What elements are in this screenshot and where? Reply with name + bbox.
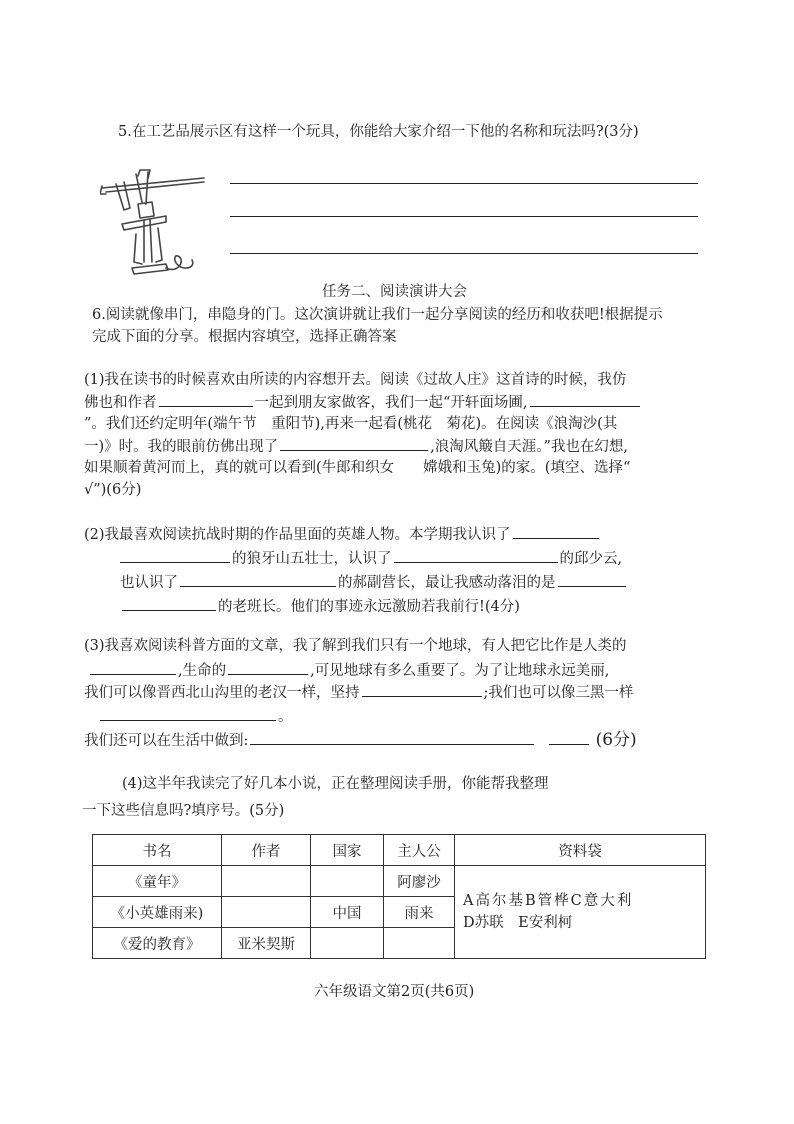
p1-line2-b: 一起到朋友家做客，我们一起“开轩面场圃, bbox=[254, 395, 528, 411]
p2-line1-a: (2)我最喜欢阅读抗战时期的作品里面的英雄人物。本学期我认识了 bbox=[84, 527, 511, 543]
blank[interactable] bbox=[100, 706, 276, 721]
page-footer: 六年级语文第2页(共6页) bbox=[314, 984, 475, 1000]
table-cell: 亚米契斯 bbox=[222, 928, 311, 959]
table-header-cell: 资料袋 bbox=[455, 835, 706, 866]
p4-line2: 一下这些信息吗?填序号。(5分) bbox=[82, 803, 285, 819]
table-cell: 《童年》 bbox=[93, 866, 222, 897]
p2-line4 bbox=[120, 596, 520, 617]
table-cell: 中国 bbox=[311, 897, 384, 928]
p3-line2-b: ,可见地球有多么重要了。为了让地球永远美丽, bbox=[310, 663, 610, 679]
p1-line2 bbox=[84, 392, 642, 413]
table-cell[interactable] bbox=[222, 866, 311, 897]
table-header-cell: 书名 bbox=[93, 835, 222, 866]
table-header-cell: 作者 bbox=[222, 835, 311, 866]
table-row bbox=[93, 866, 706, 897]
p3-line3 bbox=[84, 682, 633, 703]
task2-title: 任务二、阅读演讲大会 bbox=[322, 284, 467, 300]
table-cell: 雨来 bbox=[384, 897, 455, 928]
table-cell: 《爱的教育》 bbox=[93, 928, 222, 959]
blank[interactable] bbox=[530, 392, 640, 407]
material-bag-cell bbox=[455, 866, 706, 959]
material-line-1: A高尔基B管桦C意大利 bbox=[463, 893, 634, 909]
blank[interactable] bbox=[558, 572, 626, 587]
blank[interactable] bbox=[280, 436, 428, 451]
p1-line2-a: 佛也和作者 bbox=[84, 395, 157, 411]
p3-line5-a: 我们还可以在生活中做到: bbox=[84, 733, 249, 749]
blank[interactable] bbox=[90, 660, 176, 675]
table-header-row bbox=[93, 835, 706, 866]
blank[interactable] bbox=[549, 730, 589, 745]
q6-line1: 6.阅读就像串门，串隐身的门。这次演讲就让我们一起分享阅读的经历和收获吧!根据提示 bbox=[92, 307, 663, 323]
blank[interactable] bbox=[394, 548, 558, 563]
blank[interactable] bbox=[159, 392, 253, 407]
table-cell: 阿廖沙 bbox=[384, 866, 455, 897]
table-cell[interactable] bbox=[311, 928, 384, 959]
blank[interactable] bbox=[180, 572, 336, 587]
p2-line3-a: 也认识了 bbox=[120, 575, 178, 591]
p2-line2 bbox=[118, 548, 622, 569]
blank[interactable] bbox=[513, 524, 599, 539]
p3-line2 bbox=[88, 660, 609, 681]
p2-line1 bbox=[84, 524, 601, 545]
table-cell[interactable] bbox=[311, 866, 384, 897]
p1-line4-a: 一)》时。我的眼前仿佛出现了 bbox=[84, 439, 279, 455]
p3-line1: (3)我喜欢阅读科普方面的文章，我了解到我们只有一个地球，有人把它比作是人类的 bbox=[84, 638, 627, 654]
blank[interactable] bbox=[120, 548, 230, 563]
answer-line-3 bbox=[230, 253, 698, 254]
blank[interactable] bbox=[228, 660, 308, 675]
table-header-cell: 主人公 bbox=[384, 835, 455, 866]
table-cell[interactable] bbox=[384, 928, 455, 959]
p2-line3 bbox=[120, 572, 628, 593]
answer-line-1 bbox=[230, 183, 698, 184]
p1-line3: ”。我们还约定明年(端午节 重阳节),再来一起看(桃花 菊花)。在阅读《浪淘沙(其 bbox=[84, 416, 618, 432]
p1-line5: 如果顺着黄河而上，真的就可以看到(牛郎和织女 嫦娥和玉兔)的家。(填空、选择“ bbox=[84, 460, 631, 476]
toy-figure-image bbox=[100, 164, 210, 284]
p1-line1: (1)我在读书的时候喜欢由所读的内容想开去。阅读《过故人庄》这首诗的时候，我仿 bbox=[84, 372, 627, 388]
answer-line-2 bbox=[230, 216, 698, 217]
p3-line4 bbox=[98, 706, 293, 727]
p1-line4-b: ,浪淘风簸自天涯。”我也在幻想, bbox=[430, 439, 629, 455]
p1-line6: √”)(6分) bbox=[84, 482, 142, 498]
p1-line4 bbox=[84, 436, 628, 457]
q6-line2: 完成下面的分享。根据内容填空，选择正确答案 bbox=[92, 329, 397, 345]
table-cell[interactable] bbox=[222, 897, 311, 928]
p3-score: (6分) bbox=[595, 730, 637, 750]
blank[interactable] bbox=[362, 682, 482, 697]
p2-line2-b: 的邱少云, bbox=[559, 551, 623, 567]
blank[interactable] bbox=[122, 596, 216, 611]
reading-info-table bbox=[92, 834, 706, 959]
material-line-2: D苏联 E安利柯 bbox=[463, 915, 573, 931]
table-cell: 《小英雄雨来) bbox=[93, 897, 222, 928]
p3-line3-b: ;我们也可以像三黑一样 bbox=[483, 685, 634, 701]
p2-line3-b: 的郝副营长，最让我感动落泪的是 bbox=[338, 575, 556, 591]
table-header-cell: 国家 bbox=[311, 835, 384, 866]
p4-line1: (4)这半年我读完了好几本小说，正在整理阅读手册，你能帮我整理 bbox=[122, 776, 549, 792]
blank[interactable] bbox=[250, 730, 534, 745]
q5-question: 5.在工艺品展示区有这样一个玩具，你能给大家介绍一下他的名称和玩法吗?(3分) bbox=[118, 124, 639, 140]
p3-line2-a: ,生命的 bbox=[178, 663, 227, 679]
p3-line3-a: 我们可以像晋西北山沟里的老汉一样，坚持 bbox=[84, 685, 360, 701]
p3-line5 bbox=[84, 730, 637, 751]
p2-line2-a: 的狼牙山五壮士，认识了 bbox=[232, 551, 392, 567]
p3-line4-a: 。 bbox=[278, 709, 293, 725]
p2-line4-a: 的老班长。他们的事迹永远激励若我前行!(4分) bbox=[218, 599, 520, 615]
